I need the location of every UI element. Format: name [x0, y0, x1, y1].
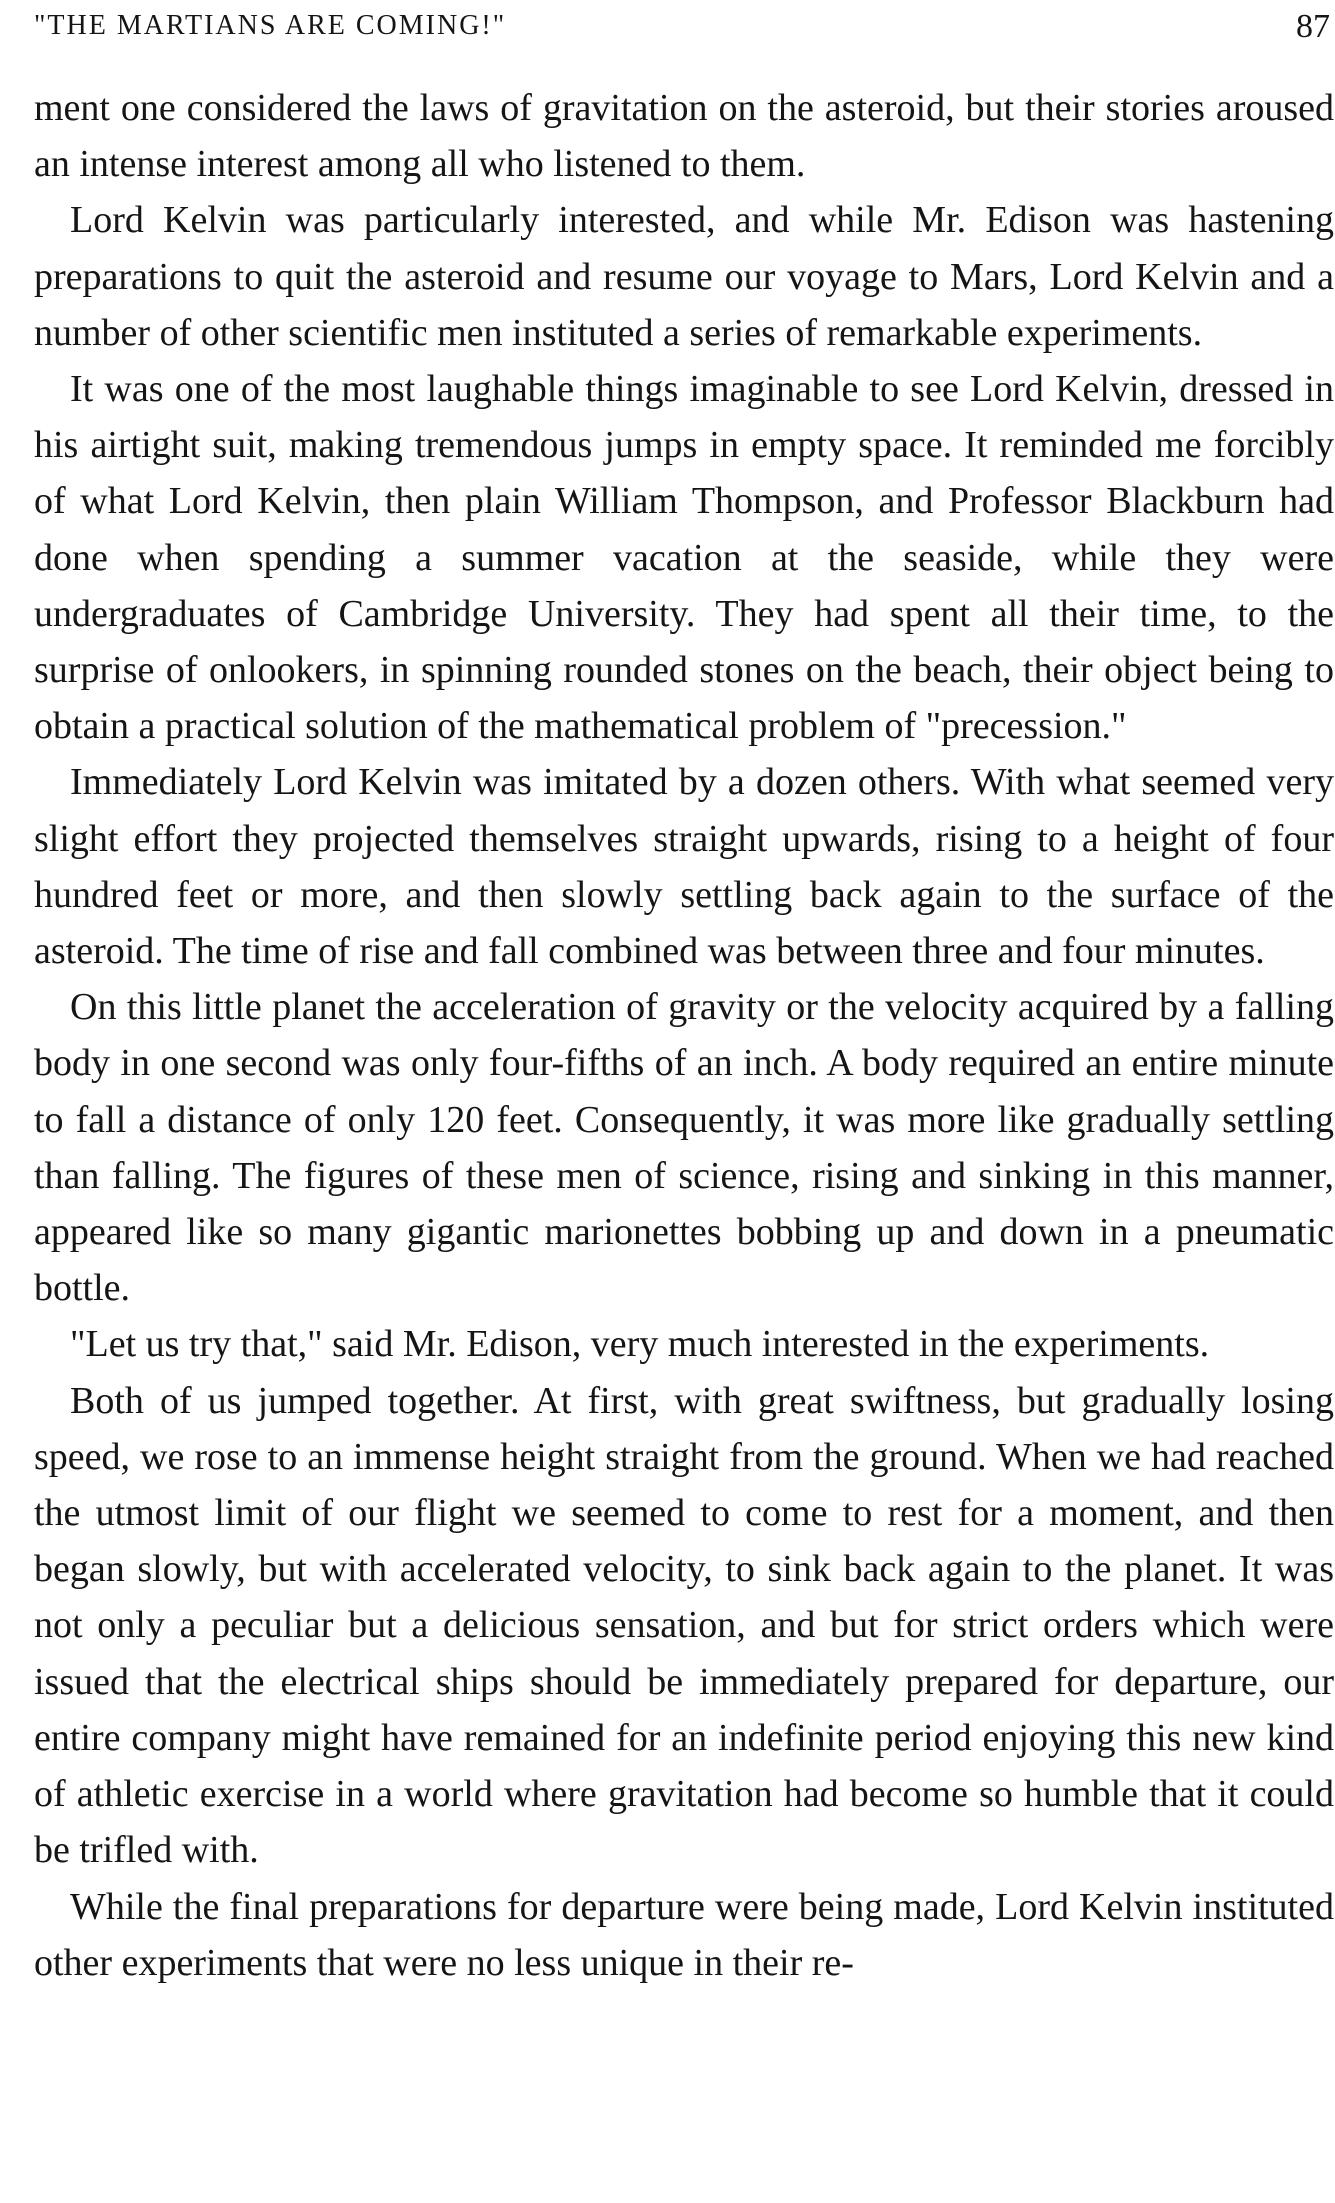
page-number: 87: [1296, 8, 1330, 45]
paragraph: Lord Kelvin was particularly interested, and while Mr. Edison was hastening preparations to quit the asteroid and resume our voyage to Mars, Lord Kelvin and a number of other scientific men instituted a series of remarkable experiments.: [34, 199, 1334, 354]
paragraph: It was one of the most laughable things imaginable to see Lord Kelvin, dressed in his airtight suit, making tremendous jumps in empty space. It reminded me forcibly of what Lord Kelvin, then plain William Thompson, and Professor Blackburn had done when spending a summer vacation at the seaside, while they were undergraduates of Cambridge University. They had spent all their time, to the surprise of onlookers, in spinning rounded stones on the beach, their object being to obtain a practical solution of the mathematical problem of "precession.": [34, 368, 1334, 748]
body-text: [34, 80, 1334, 1991]
paragraph: While the final preparations for departure were being made, Lord Kelvin instituted other experiments that were no less unique in their re-: [34, 1885, 1334, 1984]
running-title: "THE MARTIANS ARE COMING!": [34, 10, 507, 41]
running-head: [34, 8, 1334, 52]
paragraph: Both of us jumped together. At first, with great swiftness, but gradually losing speed, we rose to an immense height straight from the ground. When we had reached the utmost limit of our flight we seemed to come to rest for a moment, and then began slowly, but with accelerated velocity, to sink back again to the planet. It was not only a peculiar but a delicious sensation, and but for strict orders which were issued that the electrical ships should be immediately prepared for departure, our entire company might have remained for an indefinite period enjoying this new kind of athletic exercise in a world where gravitation had become so humble that it could be trifled with.: [34, 1379, 1334, 1872]
paragraph: ment one considered the laws of gravitation on the asteroid, but their stories aroused an intense interest among all who listened to them.: [34, 87, 1334, 186]
paragraph: "Let us try that," said Mr. Edison, very much interested in the experiments.: [70, 1323, 1210, 1366]
paragraph: On this little planet the acceleration of gravity or the velocity acquired by a falling body in one second was only four-fifths of an inch. A body required an entire minute to fall a distance of only 120 feet. Consequently, it was more like gradually settling than falling. The figures of these men of science, rising and sinking in this manner, appeared like so many gigantic marionettes bobbing up and down in a pneumatic bottle.: [34, 986, 1334, 1310]
paragraph: Immediately Lord Kelvin was imitated by a dozen others. With what seemed very slight effort they projected themselves straight upwards, rising to a height of four hundred feet or more, and then slowly settling back again to the surface of the asteroid. The time of rise and fall combined was between three and four minutes.: [34, 761, 1334, 973]
